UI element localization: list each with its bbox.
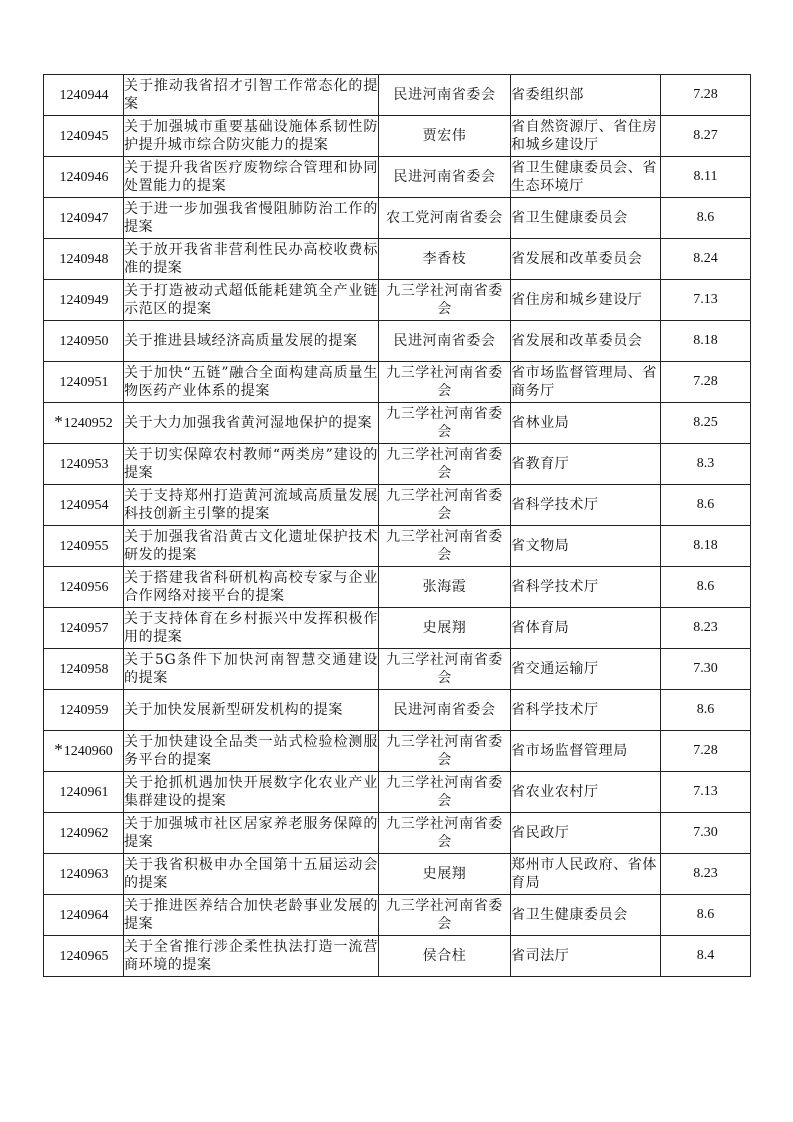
proposal-sponsor: 侯合柱 [379, 936, 511, 977]
key-proposal-star: * [54, 740, 63, 759]
proposal-id-cell [44, 362, 124, 403]
proposal-id: 1240955 [59, 539, 109, 554]
proposal-title: 关于打造被动式超低能耗建筑全产业链示范区的提案 [124, 280, 379, 321]
proposal-id: 1240944 [59, 88, 109, 103]
table-row [44, 280, 751, 321]
proposal-id-cell [44, 567, 124, 608]
table-row [44, 649, 751, 690]
proposal-id: 1240951 [59, 375, 109, 390]
proposal-id: 1240947 [59, 211, 109, 226]
table-row [44, 567, 751, 608]
proposal-id: 1240957 [59, 621, 109, 636]
proposal-table-body [44, 75, 751, 977]
proposal-sponsor: 九三学社河南省委会 [379, 403, 511, 444]
proposal-table [43, 74, 751, 977]
proposal-title: 关于放开我省非营利性民办高校收费标准的提案 [124, 239, 379, 280]
table-row [44, 772, 751, 813]
handling-department: 省司法厅 [511, 936, 661, 977]
proposal-id: 1240965 [59, 949, 109, 964]
proposal-id-cell [44, 157, 124, 198]
proposal-title: 关于加快发展新型研发机构的提案 [124, 690, 379, 731]
completion-date: 8.23 [661, 854, 751, 895]
proposal-id-cell [44, 444, 124, 485]
completion-date: 8.6 [661, 567, 751, 608]
proposal-id: 1240963 [59, 867, 109, 882]
handling-department: 省科学技术厅 [511, 690, 661, 731]
proposal-title: 关于我省积极申办全国第十五届运动会的提案 [124, 854, 379, 895]
proposal-sponsor: 民进河南省委会 [379, 321, 511, 362]
proposal-id: 1240960 [63, 744, 113, 759]
proposal-sponsor: 史展翔 [379, 608, 511, 649]
handling-department: 省发展和改革委员会 [511, 239, 661, 280]
completion-date: 8.11 [661, 157, 751, 198]
proposal-title: 关于加强城市社区居家养老服务保障的提案 [124, 813, 379, 854]
proposal-id: 1240953 [59, 457, 109, 472]
proposal-title: 关于搭建我省科研机构高校专家与企业合作网络对接平台的提案 [124, 567, 379, 608]
proposal-id-cell [44, 526, 124, 567]
handling-department: 省市场监督管理局、省商务厅 [511, 362, 661, 403]
completion-date: 8.18 [661, 321, 751, 362]
handling-department: 省农业农村厅 [511, 772, 661, 813]
handling-department: 省林业局 [511, 403, 661, 444]
proposal-id: 1240949 [59, 293, 109, 308]
handling-department: 省卫生健康委员会 [511, 198, 661, 239]
proposal-id-cell [44, 403, 124, 444]
handling-department: 省民政厅 [511, 813, 661, 854]
completion-date: 8.6 [661, 895, 751, 936]
table-row [44, 485, 751, 526]
completion-date: 8.6 [661, 690, 751, 731]
completion-date: 8.18 [661, 526, 751, 567]
proposal-sponsor: 贾宏伟 [379, 116, 511, 157]
table-row [44, 157, 751, 198]
completion-date: 8.25 [661, 403, 751, 444]
proposal-title: 关于加快“五链”融合全面构建高质量生物医药产业体系的提案 [124, 362, 379, 403]
proposal-id-cell [44, 198, 124, 239]
proposal-sponsor: 九三学社河南省委会 [379, 895, 511, 936]
table-row [44, 936, 751, 977]
handling-department: 郑州市人民政府、省体育局 [511, 854, 661, 895]
table-row [44, 198, 751, 239]
proposal-id: 1240950 [59, 334, 109, 349]
completion-date: 7.13 [661, 772, 751, 813]
proposal-sponsor: 九三学社河南省委会 [379, 280, 511, 321]
handling-department: 省交通运输厅 [511, 649, 661, 690]
handling-department: 省自然资源厅、省住房和城乡建设厅 [511, 116, 661, 157]
proposal-title: 关于加强我省沿黄古文化遗址保护技术研发的提案 [124, 526, 379, 567]
proposal-sponsor: 张海霞 [379, 567, 511, 608]
proposal-id-cell [44, 75, 124, 116]
proposal-sponsor: 民进河南省委会 [379, 157, 511, 198]
table-row [44, 239, 751, 280]
proposal-sponsor: 民进河南省委会 [379, 75, 511, 116]
proposal-id: 1240959 [59, 703, 109, 718]
table-row [44, 608, 751, 649]
proposal-title: 关于加快建设全品类一站式检验检测服务平台的提案 [124, 731, 379, 772]
proposal-id: 1240946 [59, 170, 109, 185]
proposal-id: 1240964 [59, 908, 109, 923]
proposal-id-cell [44, 116, 124, 157]
completion-date: 7.30 [661, 649, 751, 690]
proposal-id-cell [44, 649, 124, 690]
completion-date: 8.23 [661, 608, 751, 649]
proposal-id-cell [44, 936, 124, 977]
table-row [44, 362, 751, 403]
proposal-title: 关于推进县域经济高质量发展的提案 [124, 321, 379, 362]
handling-department: 省文物局 [511, 526, 661, 567]
completion-date: 7.28 [661, 75, 751, 116]
key-proposal-star: * [54, 412, 63, 431]
proposal-sponsor: 李香枝 [379, 239, 511, 280]
table-row [44, 813, 751, 854]
completion-date: 7.30 [661, 813, 751, 854]
handling-department: 省卫生健康委员会、省生态环境厅 [511, 157, 661, 198]
proposal-sponsor: 农工党河南省委会 [379, 198, 511, 239]
table-row [44, 731, 751, 772]
proposal-sponsor: 史展翔 [379, 854, 511, 895]
proposal-sponsor: 九三学社河南省委会 [379, 444, 511, 485]
proposal-title: 关于5G条件下加快河南智慧交通建设的提案 [124, 649, 379, 690]
proposal-title: 关于全省推行涉企柔性执法打造一流营商环境的提案 [124, 936, 379, 977]
proposal-id-cell [44, 485, 124, 526]
table-row [44, 75, 751, 116]
proposal-sponsor: 九三学社河南省委会 [379, 485, 511, 526]
handling-department: 省市场监督管理局 [511, 731, 661, 772]
proposal-id: 1240961 [59, 785, 109, 800]
proposal-sponsor: 九三学社河南省委会 [379, 772, 511, 813]
handling-department: 省体育局 [511, 608, 661, 649]
completion-date: 7.28 [661, 362, 751, 403]
completion-date: 8.4 [661, 936, 751, 977]
proposal-sponsor: 九三学社河南省委会 [379, 649, 511, 690]
table-row [44, 116, 751, 157]
proposal-id-cell [44, 731, 124, 772]
proposal-id: 1240956 [59, 580, 109, 595]
table-row [44, 526, 751, 567]
proposal-sponsor: 九三学社河南省委会 [379, 813, 511, 854]
proposal-sponsor: 九三学社河南省委会 [379, 362, 511, 403]
proposal-id-cell [44, 608, 124, 649]
proposal-title: 关于抢抓机遇加快开展数字化农业产业集群建设的提案 [124, 772, 379, 813]
proposal-id-cell [44, 854, 124, 895]
proposal-id: 1240962 [59, 826, 109, 841]
proposal-id-cell [44, 690, 124, 731]
completion-date: 7.13 [661, 280, 751, 321]
proposal-id-cell [44, 895, 124, 936]
proposal-id: 1240958 [59, 662, 109, 677]
proposal-id: 1240952 [63, 416, 113, 431]
proposal-title: 关于推进医养结合加快老龄事业发展的提案 [124, 895, 379, 936]
proposal-sponsor: 九三学社河南省委会 [379, 526, 511, 567]
completion-date: 8.6 [661, 198, 751, 239]
table-row [44, 444, 751, 485]
proposal-title: 关于大力加强我省黄河湿地保护的提案 [124, 403, 379, 444]
table-row [44, 690, 751, 731]
proposal-title: 关于支持体育在乡村振兴中发挥积极作用的提案 [124, 608, 379, 649]
proposal-title: 关于提升我省医疗废物综合管理和协同处置能力的提案 [124, 157, 379, 198]
proposal-title: 关于支持郑州打造黄河流域高质量发展科技创新主引擎的提案 [124, 485, 379, 526]
proposal-title: 关于进一步加强我省慢阻肺防治工作的提案 [124, 198, 379, 239]
completion-date: 7.28 [661, 731, 751, 772]
handling-department: 省委组织部 [511, 75, 661, 116]
table-row [44, 403, 751, 444]
proposal-id-cell [44, 813, 124, 854]
proposal-id: 1240954 [59, 498, 109, 513]
proposal-title: 关于切实保障农村教师“两类房”建设的提案 [124, 444, 379, 485]
handling-department: 省科学技术厅 [511, 567, 661, 608]
proposal-id-cell [44, 239, 124, 280]
completion-date: 8.6 [661, 485, 751, 526]
proposal-title: 关于加强城市重要基础设施体系韧性防护提升城市综合防灾能力的提案 [124, 116, 379, 157]
handling-department: 省住房和城乡建设厅 [511, 280, 661, 321]
handling-department: 省科学技术厅 [511, 485, 661, 526]
handling-department: 省发展和改革委员会 [511, 321, 661, 362]
proposal-id-cell [44, 772, 124, 813]
proposal-id-cell [44, 280, 124, 321]
proposal-id: 1240945 [59, 129, 109, 144]
proposal-sponsor: 九三学社河南省委会 [379, 731, 511, 772]
handling-department: 省教育厅 [511, 444, 661, 485]
completion-date: 8.27 [661, 116, 751, 157]
table-row [44, 895, 751, 936]
handling-department: 省卫生健康委员会 [511, 895, 661, 936]
completion-date: 8.3 [661, 444, 751, 485]
proposal-sponsor: 民进河南省委会 [379, 690, 511, 731]
proposal-id-cell [44, 321, 124, 362]
proposal-id: 1240948 [59, 252, 109, 267]
table-row [44, 321, 751, 362]
proposal-title: 关于推动我省招才引智工作常态化的提案 [124, 75, 379, 116]
table-row [44, 854, 751, 895]
completion-date: 8.24 [661, 239, 751, 280]
